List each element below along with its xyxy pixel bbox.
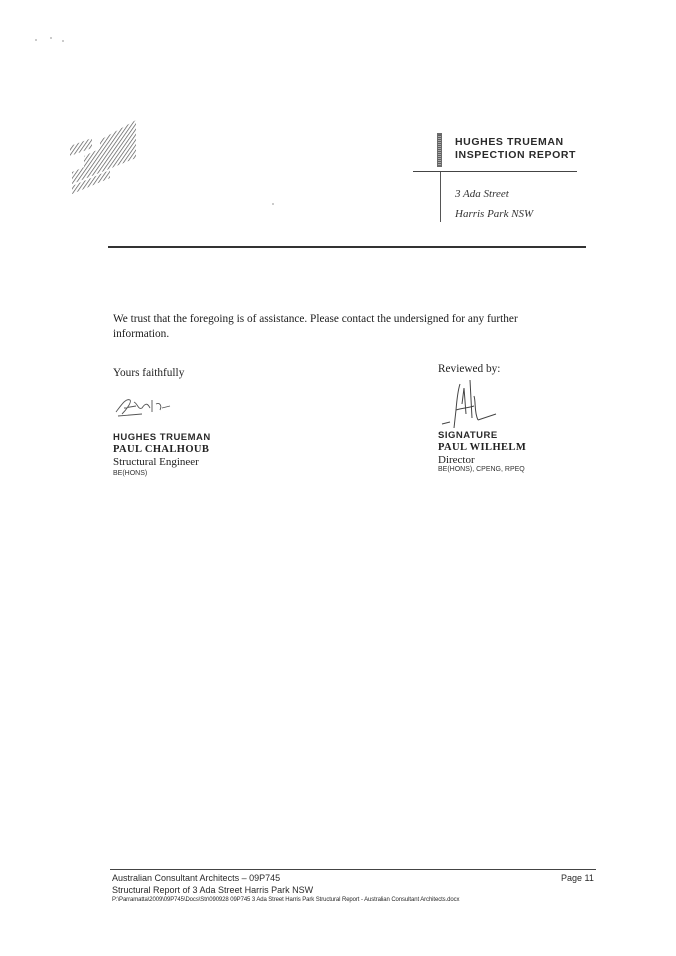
footer-rule [110, 869, 596, 870]
header-address-line1: 3 Ada Street [455, 188, 509, 200]
director-signature [438, 374, 502, 432]
header-vertical-divider [440, 172, 441, 222]
footer-file-path: P:\Parramatta\2009\09P745\Docs\Str\090928 09P745 3 Ada Street Harris Park Structural Report - Australian Consultant Architects.docx [112, 897, 460, 903]
header-divider [413, 171, 577, 172]
right-signatory-qualifications: BE(HONS), CPENG, RPEQ [438, 466, 525, 473]
closing-paragraph: We trust that the foregoing is of assistance. Please contact the undersigned for any further information. [113, 313, 518, 340]
header-company-name: HUGHES TRUEMAN [455, 136, 564, 148]
left-signatory-qualifications: BE(HONS) [113, 470, 148, 477]
header-accent-bar [437, 133, 442, 167]
right-signatory-name: PAUL WILHELM [438, 442, 527, 453]
closing-salutation: Yours faithfully [113, 367, 185, 379]
reviewed-by-label: Reviewed by: [438, 363, 501, 375]
left-signatory-firm: HUGHES TRUEMAN [113, 432, 211, 443]
scan-speck [272, 203, 274, 205]
left-signatory-name: PAUL CHALHOUB [113, 444, 210, 455]
right-signature-label: SIGNATURE [438, 430, 498, 441]
header-address-line2: Harris Park NSW [455, 208, 534, 220]
footer-client-line: Australian Consultant Architects – 09P745 [112, 873, 281, 883]
page-number: Page 11 [561, 873, 594, 883]
footer-title-line: Structural Report of 3 Ada Street Harris Park NSW [112, 885, 314, 895]
scan-speck [62, 40, 64, 42]
left-signatory-role: Structural Engineer [113, 456, 199, 468]
right-signatory-role: Director [438, 454, 475, 466]
scan-speck [50, 37, 52, 39]
engineer-signature [112, 392, 174, 418]
scan-speck [35, 39, 37, 41]
hughes-trueman-logo-icon [70, 118, 140, 198]
header-rule [108, 246, 586, 248]
header-report-type: INSPECTION REPORT [455, 149, 577, 161]
